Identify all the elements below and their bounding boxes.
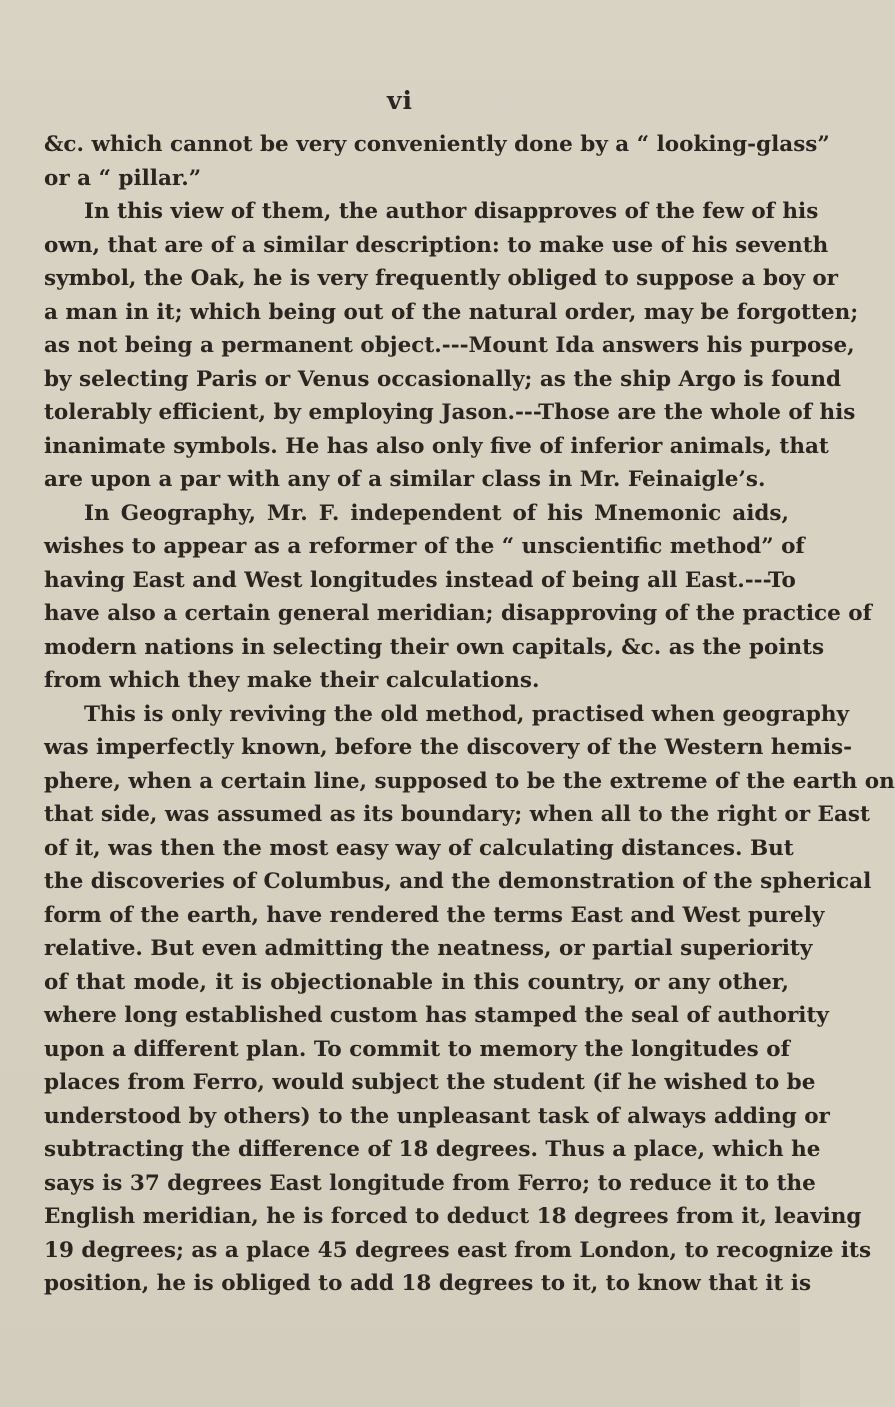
- text-line: wishes to appear as a reformer of the “ unscientific method” of: [44, 534, 805, 559]
- text-line: from which they make their calculations.: [44, 668, 540, 693]
- text-line: that side, was assumed as its boundary; when all to the right or East: [44, 802, 870, 827]
- text-line: position, he is obliged to add 18 degrees to it, to know that it is: [44, 1271, 812, 1296]
- text-line: have also a certain general meridian; disapproving of the practice of: [44, 601, 872, 626]
- text-line: as not being a permanent object.---Mount Ida answers his purpose,: [44, 333, 855, 358]
- text-line: form of the earth, have rendered the terms East and West purely: [44, 902, 825, 928]
- text-line: by selecting Paris or Venus occasionally; as the ship Argo is found: [44, 366, 842, 392]
- text-line: was imperfectly known, before the discovery of the Western hemis-: [44, 735, 853, 760]
- text-line: of it, was then the most easy way of calculating distances. But: [44, 835, 794, 861]
- text-line: In Geography, Mr. F. independent of his Mnemonic aids,: [84, 500, 789, 526]
- text-line: of that mode, it is objectionable in this country, or any other,: [44, 969, 789, 995]
- text-line: modern nations in selecting their own capitals, &c. as the points: [44, 634, 825, 660]
- text-line: This is only reviving the old method, practised when geography: [84, 701, 850, 727]
- page-number: vi: [386, 86, 414, 115]
- text-line: understood by others) to the unpleasant task of always adding or: [44, 1103, 830, 1129]
- text-line: having East and West longitudes instead of being all East.---To: [44, 567, 796, 593]
- text-line: inanimate symbols. He has also only five of inferior animals, that: [44, 433, 829, 459]
- text-line: In this view of them, the author disapproves of the few of his: [84, 199, 819, 224]
- text-line: a man in it; which being out of the natural order, may be forgotten;: [44, 299, 859, 325]
- text-line: places from Ferro, would subject the student (if he wished to be: [44, 1070, 816, 1095]
- text-line: says is 37 degrees East longitude from Ferro; to reduce it to the: [44, 1170, 816, 1196]
- text-line: &c. which cannot be very conveniently done by a “ looking-glass”: [44, 132, 830, 157]
- text-line: relative. But even admitting the neatness, or partial superiority: [44, 936, 813, 961]
- text-line: where long established custom has stamped the seal of authority: [44, 1003, 829, 1028]
- text-line: own, that are of a similar description: to make use of his seventh: [44, 232, 829, 258]
- text-line: subtracting the difference of 18 degrees. Thus a place, which he: [44, 1137, 821, 1162]
- text-line: upon a different plan. To commit to memory the longitudes of: [44, 1036, 790, 1062]
- text-line: are upon a par with any of a similar class in Mr. Feinaigle’s.: [44, 467, 766, 492]
- text-line: or a “ pillar.”: [44, 165, 202, 191]
- body-text: [44, 120, 895, 1301]
- text-line: tolerably efficient, by employing Jason.---Those are the whole of his: [44, 400, 856, 425]
- text-line: symbol, the Oak, he is very frequently obliged to suppose a boy or: [44, 266, 838, 291]
- text-line: 19 degrees; as a place 45 degrees east from London, to recognize its: [44, 1237, 872, 1263]
- text-line: phere, when a certain line, supposed to be the extreme of the earth on: [44, 768, 895, 794]
- text-line: English meridian, he is forced to deduct 18 degrees from it, leaving: [44, 1204, 862, 1229]
- text-line: the discoveries of Columbus, and the demonstration of the spherical: [44, 869, 872, 894]
